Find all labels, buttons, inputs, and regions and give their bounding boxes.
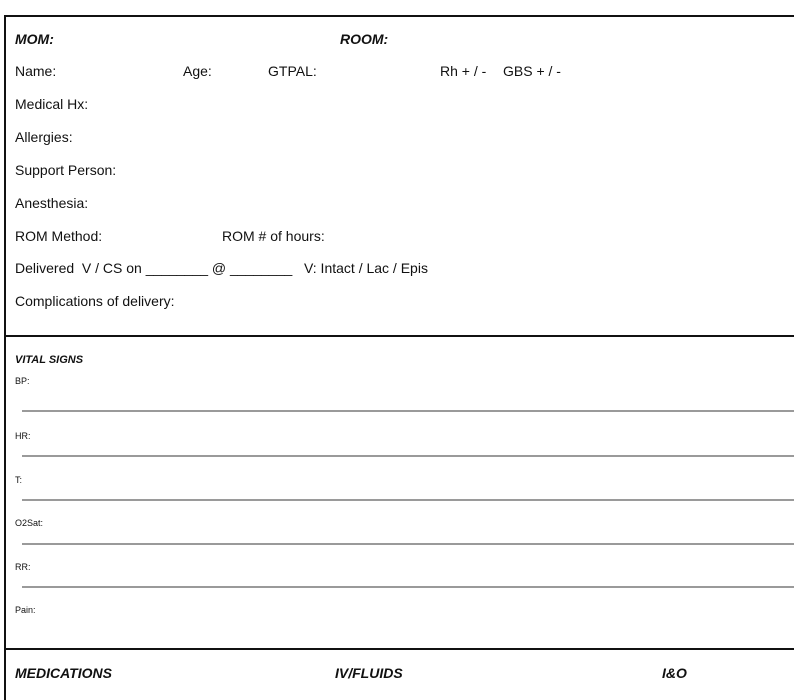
section-divider-vitals xyxy=(4,335,794,337)
pain-label: Pain: xyxy=(15,605,36,615)
gtpal-label: GTPAL: xyxy=(268,63,317,79)
rh-label: Rh + / - xyxy=(440,63,487,79)
t-entry-line xyxy=(22,499,794,501)
section-divider-bottom xyxy=(4,648,794,650)
io-header: I&O xyxy=(662,665,687,681)
complications-label: Complications of delivery: xyxy=(15,293,175,309)
o2sat-entry-line xyxy=(22,543,794,545)
medical-hx-label: Medical Hx: xyxy=(15,96,89,112)
medications-header: MEDICATIONS xyxy=(15,665,112,681)
rom-method-label: ROM Method: xyxy=(15,228,103,244)
o2sat-label: O2Sat: xyxy=(15,518,44,528)
age-label: Age: xyxy=(183,63,212,79)
mom-label: MOM: xyxy=(15,31,54,47)
gbs-label: GBS + / - xyxy=(503,63,561,79)
rom-hours-label: ROM # of hours: xyxy=(222,228,325,244)
delivered-line: Delivered V / CS on ________ @ ________ V: Intact / Lac / Epis xyxy=(15,260,428,276)
support-person-label: Support Person: xyxy=(15,162,117,178)
iv-fluids-header: IV/FLUIDS xyxy=(335,665,403,681)
hr-entry-line xyxy=(22,455,794,457)
hr-label: HR: xyxy=(15,431,31,441)
anesthesia-label: Anesthesia: xyxy=(15,195,89,211)
form-top-border xyxy=(4,15,794,17)
rr-label: RR: xyxy=(15,562,31,572)
rr-entry-line xyxy=(22,586,794,588)
bp-entry-line xyxy=(22,410,794,412)
room-label: ROOM: xyxy=(340,31,389,47)
vital-signs-title: VITAL SIGNS xyxy=(15,354,84,366)
form-left-border xyxy=(4,15,6,700)
bp-label: BP: xyxy=(15,376,30,386)
t-label: T: xyxy=(15,475,23,485)
allergies-label: Allergies: xyxy=(15,129,73,145)
name-label: Name: xyxy=(15,63,57,79)
